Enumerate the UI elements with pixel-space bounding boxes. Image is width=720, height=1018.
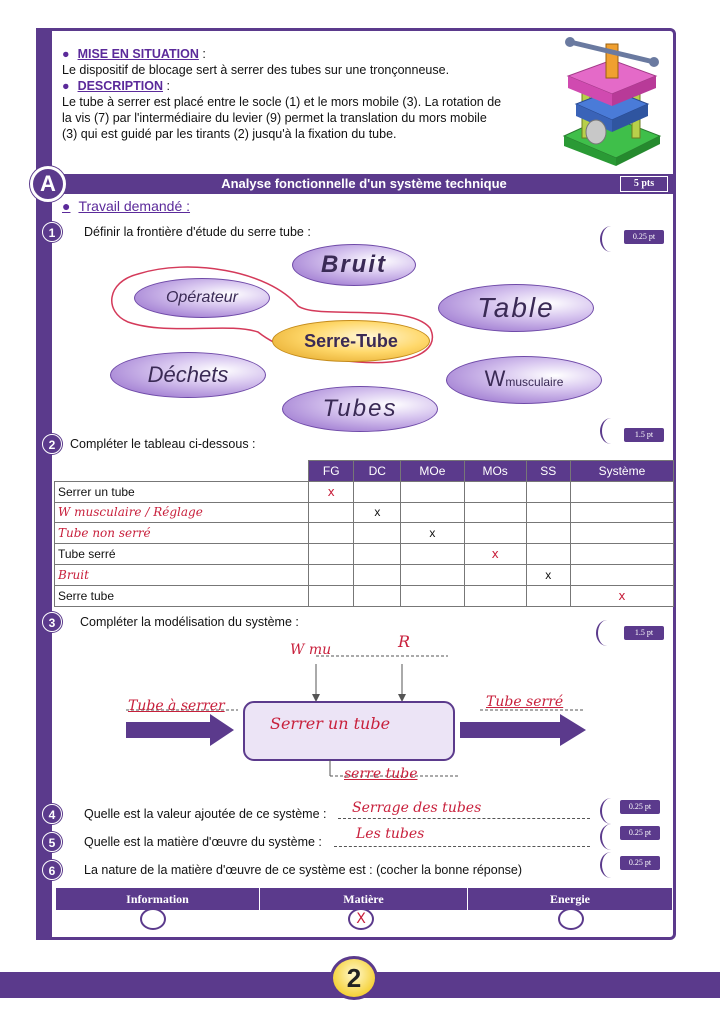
cell-mark: x — [545, 567, 552, 582]
table-row — [55, 544, 674, 565]
table-cell[interactable] — [309, 523, 354, 544]
grading-curve — [600, 824, 622, 850]
table-cell[interactable] — [464, 481, 526, 502]
table-row — [55, 585, 674, 606]
table-cell[interactable] — [354, 481, 401, 502]
bubble-bruit: Bruit — [292, 244, 416, 286]
actigram-top-left: W mu — [290, 642, 332, 658]
cell-mark: x — [374, 505, 381, 520]
table-cell[interactable] — [354, 564, 401, 585]
situation-text: Le dispositif de blocage sert à serrer des tubes sur une tronçonneuse. — [62, 63, 450, 77]
bubble-tubes: Tubes — [282, 386, 438, 432]
description-title: DESCRIPTION — [77, 79, 163, 93]
bubble-table: Table — [438, 284, 594, 332]
table-cell[interactable] — [464, 585, 526, 606]
situation-title: MISE EN SITUATION — [77, 47, 199, 61]
table-cell[interactable] — [526, 585, 570, 606]
question-number: 4 — [42, 804, 62, 824]
grading-curve — [600, 798, 622, 824]
page-number: 2 — [330, 956, 378, 1000]
table-cell[interactable] — [570, 544, 673, 565]
checkbox-energie[interactable] — [558, 908, 584, 930]
category-matiere: Matière — [260, 888, 468, 910]
question-number: 5 — [42, 832, 62, 852]
check-mark: X — [356, 911, 366, 927]
table-header: SS — [526, 461, 570, 482]
answer-line — [338, 818, 590, 819]
table-cell[interactable] — [464, 544, 526, 565]
table-cell[interactable] — [309, 544, 354, 565]
table-cell[interactable] — [464, 523, 526, 544]
question-number: 6 — [42, 860, 62, 880]
table-cell[interactable] — [401, 564, 464, 585]
q3-score: 1.5 pt — [624, 626, 664, 640]
table-cell[interactable] — [401, 585, 464, 606]
question-number: 2 — [42, 434, 62, 454]
q2-text: Compléter le tableau ci-dessous : — [70, 437, 256, 451]
q6-score: 0.25 pt — [620, 856, 660, 870]
section-points: 5 pts — [620, 176, 668, 192]
table-cell[interactable] — [526, 564, 570, 585]
table-cell[interactable] — [309, 502, 354, 523]
table-cell[interactable] — [309, 585, 354, 606]
actigram-top-right: R — [398, 632, 411, 651]
cell-mark: x — [327, 484, 335, 499]
bubble-w-musculaire: Wmusculaire — [446, 356, 602, 404]
table-header: FG — [309, 461, 354, 482]
q4-text: Quelle est la valeur ajoutée de ce système : — [84, 807, 327, 821]
table-cell[interactable] — [464, 564, 526, 585]
grading-curve — [600, 852, 622, 878]
row-label[interactable]: W musculaire / Réglage — [55, 502, 309, 523]
q5-answer[interactable]: Les tubes — [356, 826, 425, 842]
table-cell[interactable] — [570, 481, 673, 502]
description-line: (3) qui est guidé par les tirants (2) jusqu'à la fixation du tube. — [62, 127, 397, 141]
table-row — [55, 481, 674, 502]
row-label: Tube serré — [55, 544, 309, 565]
row-label[interactable]: Tube non serré — [55, 523, 309, 544]
description-line: la vis (7) par l'intermédiaire du levier (9) permet la translation du mors mobile — [62, 111, 487, 125]
bubble-serre-tube: Serre-Tube — [272, 320, 430, 362]
q4-answer[interactable]: Serrage des tubes — [352, 800, 482, 816]
table-header: DC — [354, 461, 401, 482]
q2-score: 1.5 pt — [624, 428, 664, 442]
q5-score: 0.25 pt — [620, 826, 660, 840]
table-cell[interactable] — [354, 523, 401, 544]
table-header: MOs — [464, 461, 526, 482]
actigram-output: Tube serré — [486, 694, 564, 710]
table-cell[interactable] — [464, 502, 526, 523]
row-label: Serre tube — [55, 585, 309, 606]
question-number: 1 — [42, 222, 62, 242]
matter-category-bar — [56, 888, 672, 910]
bullet-icon: ● — [62, 47, 70, 61]
table-cell[interactable] — [401, 544, 464, 565]
bullet-icon: ● — [62, 79, 70, 93]
table-header: MOe — [401, 461, 464, 482]
table-cell[interactable] — [526, 544, 570, 565]
table-row — [55, 564, 674, 585]
question-number: 3 — [42, 612, 62, 632]
section-title: Analyse fonctionnelle d'un système technique — [221, 176, 507, 191]
category-energie: Energie — [550, 892, 590, 906]
table-cell[interactable] — [526, 481, 570, 502]
q3-text: Compléter la modélisation du système : — [80, 615, 299, 629]
grading-curve — [600, 226, 622, 252]
row-label: Serrer un tube — [55, 481, 309, 502]
bubble-operateur: Opérateur — [134, 278, 270, 318]
table-header: Système — [570, 461, 673, 482]
table-corner — [55, 461, 309, 482]
q1-score: 0.25 pt — [624, 230, 664, 244]
table-cell[interactable] — [354, 585, 401, 606]
answer-line — [334, 846, 590, 847]
grading-curve — [600, 418, 622, 444]
actigram-function: Serrer un tube — [270, 714, 391, 733]
q5-text: Quelle est la matière d'œuvre du système : — [84, 835, 322, 849]
table-cell[interactable] — [354, 544, 401, 565]
q1-text: Définir la frontière d'étude du serre tube : — [84, 225, 311, 239]
cell-mark: x — [491, 547, 499, 562]
table-cell[interactable] — [570, 585, 673, 606]
table-row — [55, 523, 674, 544]
cell-mark: x — [429, 526, 436, 541]
actigram-input: Tube à serrer — [128, 698, 225, 714]
vise-illustration — [556, 36, 666, 166]
description-line: Le tube à serrer est placé entre le socle (1) et le mors mobile (3). La rotation de — [62, 95, 502, 109]
table-cell[interactable] — [401, 502, 464, 523]
actigram-bottom: serre tube — [344, 766, 418, 782]
function-table — [54, 460, 674, 607]
row-label[interactable]: Bruit — [55, 564, 309, 585]
bubble-dechets: Déchets — [110, 352, 266, 398]
q6-text: La nature de la matière d'œuvre de ce système est : (cocher la bonne réponse) — [84, 863, 523, 877]
table-cell[interactable] — [570, 502, 673, 523]
cell-mark: x — [618, 588, 626, 603]
q4-score: 0.25 pt — [620, 800, 660, 814]
table-cell[interactable] — [570, 523, 673, 544]
checkbox-matiere[interactable] — [348, 908, 374, 930]
table-cell[interactable] — [570, 564, 673, 585]
table-cell[interactable] — [526, 523, 570, 544]
section-letter: A — [30, 166, 66, 202]
travail-title: ● Travail demandé : — [62, 198, 191, 214]
intro-block: ● MISE EN SITUATION : Le dispositif de blocage sert à serrer des tubes sur une tronçonneuse. ● DESCRIPTION : Le tube à serrer est placé entre le socle (1) et le mors mobile (3). La rotation de la vis (7) par l'intermédiaire du levier (9) permet la translation du mors mobile (3) qui est guidé par les tirants (2) jusqu'à la fixation du tube. — [62, 46, 542, 142]
table-cell[interactable] — [354, 502, 401, 523]
checkbox-information[interactable] — [140, 908, 166, 930]
table-cell[interactable] — [401, 523, 464, 544]
table-cell[interactable] — [309, 481, 354, 502]
table-row — [55, 502, 674, 523]
category-information: Information — [56, 888, 260, 910]
table-cell[interactable] — [526, 502, 570, 523]
section-title-bar — [52, 174, 676, 194]
table-cell[interactable] — [401, 481, 464, 502]
table-cell[interactable] — [309, 564, 354, 585]
